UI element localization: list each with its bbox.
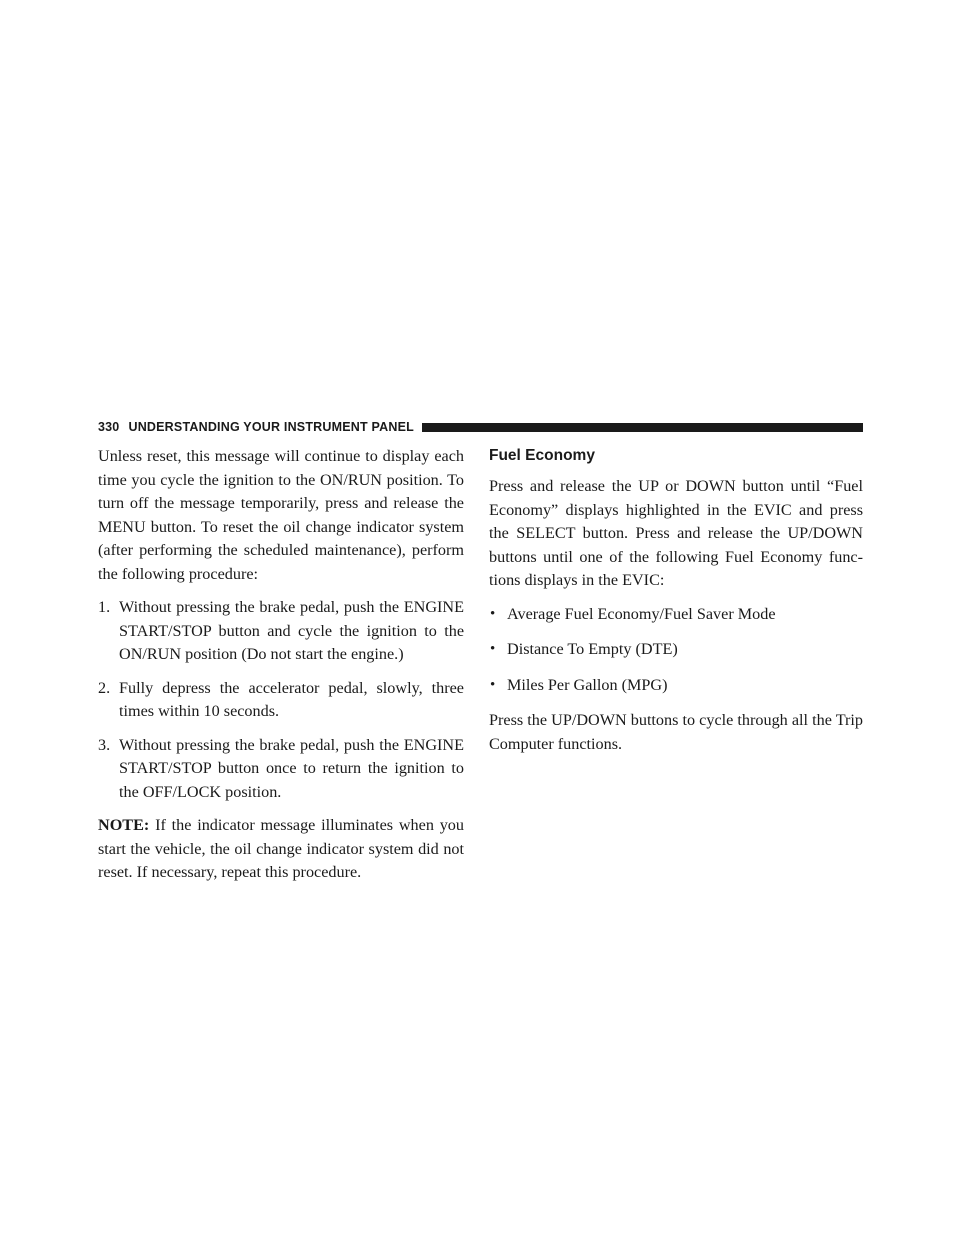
- list-item-text: Miles Per Gallon (MPG): [507, 675, 668, 694]
- note-paragraph: [98, 814, 464, 885]
- step-number: 1.: [98, 598, 111, 616]
- list-item: [489, 638, 863, 662]
- step-number: 2.: [98, 678, 111, 697]
- step-text: Without pressing the brake pedal, push the ENGINE START/STOP button once to return the ignition to the OFF/LOCK position.: [119, 735, 464, 801]
- list-item-text: Distance To Empty (DTE): [507, 640, 678, 658]
- list-item: [489, 674, 863, 698]
- right-column: [489, 445, 863, 766]
- reset-procedure-steps: [98, 596, 464, 804]
- step-text: Without pressing the brake pedal, push the ENGINE START/STOP button and cycle the ignition to the ON/RUN position (Do not start the engine.): [119, 598, 464, 663]
- page-number: 330: [98, 420, 120, 434]
- section-title: UNDERSTANDING YOUR INSTRUMENT PANEL: [128, 420, 414, 434]
- intro-paragraph: Unless reset, this message will continue to display each time you cycle the ignition to the ON/RUN position. To turn off the message temporarily, press and release the MENU button. To reset the oil change indicator system (after performing the scheduled maintenance), perform the following procedure:: [98, 447, 464, 583]
- section-heading: Fuel Economy: [489, 447, 595, 464]
- step-number: 3.: [98, 735, 111, 754]
- step-item: [98, 677, 464, 724]
- bullet-icon: •: [490, 605, 496, 622]
- note-label: NOTE:: [98, 816, 150, 834]
- list-item-text: Average Fuel Economy/Fuel Saver Mode: [507, 604, 776, 623]
- bullet-icon: •: [490, 676, 496, 693]
- page-header: [98, 419, 863, 435]
- fuel-economy-intro: Press and release the UP or DOWN button until “Fuel Economy” displays highlighted in the EVIC and press the SELECT button. Press and release the UP/DOWN buttons until one of the following Fuel Economy func-tions displays in the EVIC:: [489, 477, 863, 589]
- bullet-icon: •: [490, 641, 496, 657]
- header-rule: [422, 423, 863, 432]
- left-column: [98, 445, 464, 895]
- step-item: [98, 734, 464, 805]
- step-item: [98, 596, 464, 667]
- step-text: Fully depress the accelerator pedal, slowly, three times within 10 seconds.: [119, 678, 464, 720]
- list-item: [489, 603, 863, 627]
- note-text: If the indicator message illuminates when you start the vehicle, the oil change indicator system did not reset. If necessary, repeat this procedure.: [98, 816, 464, 881]
- fuel-economy-outro: Press the UP/DOWN buttons to cycle through all the Trip Computer functions.: [489, 711, 863, 753]
- fuel-economy-functions: [489, 603, 863, 698]
